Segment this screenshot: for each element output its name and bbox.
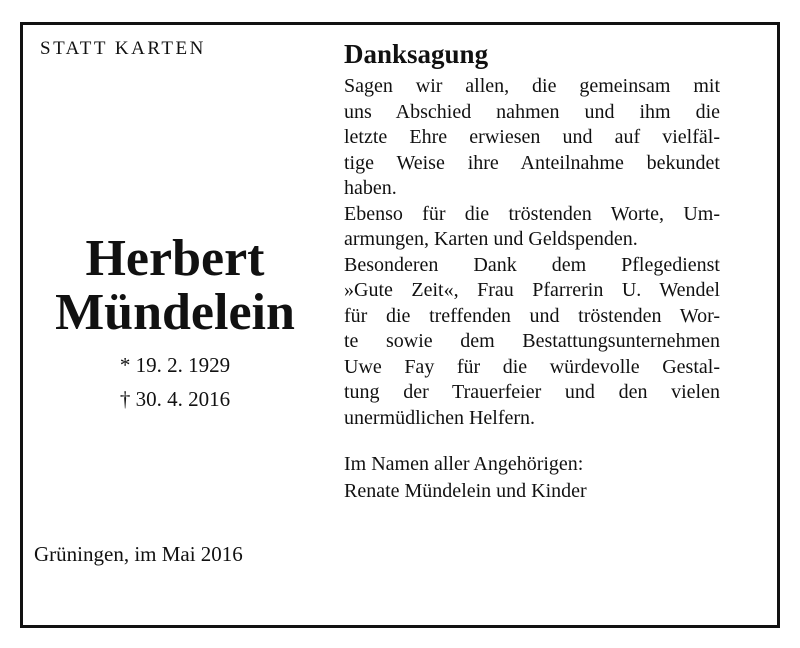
place-and-date: Grüningen, im Mai 2016 bbox=[34, 542, 243, 566]
thanks-line: haben. bbox=[344, 177, 397, 199]
thanks-line: für die treffenden und tröstenden Wor- bbox=[344, 304, 720, 327]
thanks-line: »Gute Zeit«, Frau Pfarrerin U. Wendel bbox=[344, 279, 720, 301]
deceased-first-name: Herbert bbox=[85, 230, 265, 287]
thanks-line: Uwe Fay für die würdevolle Gestal- bbox=[344, 355, 720, 378]
thanks-line: te sowie dem Bestattungsunternehmen bbox=[344, 330, 720, 352]
signature-line-2: Renate Mündelein und Kinder bbox=[344, 480, 587, 502]
thanks-title: Danksagung bbox=[344, 39, 489, 69]
thanks-text bbox=[344, 74, 720, 431]
thanks-line: Sagen wir allen, die gemeinsam mit bbox=[344, 75, 720, 97]
death-date: † 30. 4. 2016 bbox=[119, 387, 231, 411]
thanks-line: Besonderen Dank dem Pflegedienst bbox=[344, 253, 720, 276]
thanks-line: unermüdlichen Helfern. bbox=[344, 406, 536, 429]
deceased-last-name: Mündelein bbox=[55, 284, 295, 341]
statt-karten-label: STATT KARTEN bbox=[40, 38, 206, 59]
thanks-line: Ebenso für die tröstenden Worte, Um- bbox=[344, 202, 720, 225]
thanks-line: tung der Trauerfeier und den vielen bbox=[344, 381, 720, 403]
signature-line-1: Im Namen aller Angehörigen: bbox=[344, 453, 584, 475]
signature-block bbox=[344, 451, 720, 505]
birth-date: * 19. 2. 1929 bbox=[119, 353, 231, 377]
deceased-block bbox=[30, 232, 320, 416]
thanks-column bbox=[344, 36, 720, 505]
thanks-line: uns Abschied nahmen und ihm die bbox=[344, 100, 720, 123]
thanks-line: letzte Ehre erwiesen und auf vielfäl- bbox=[344, 126, 720, 148]
thanks-line: tige Weise ihre Anteilnahme bekundet bbox=[344, 151, 720, 174]
life-dates bbox=[30, 348, 320, 416]
thanks-line: armungen, Karten und Geldspenden. bbox=[344, 228, 638, 250]
